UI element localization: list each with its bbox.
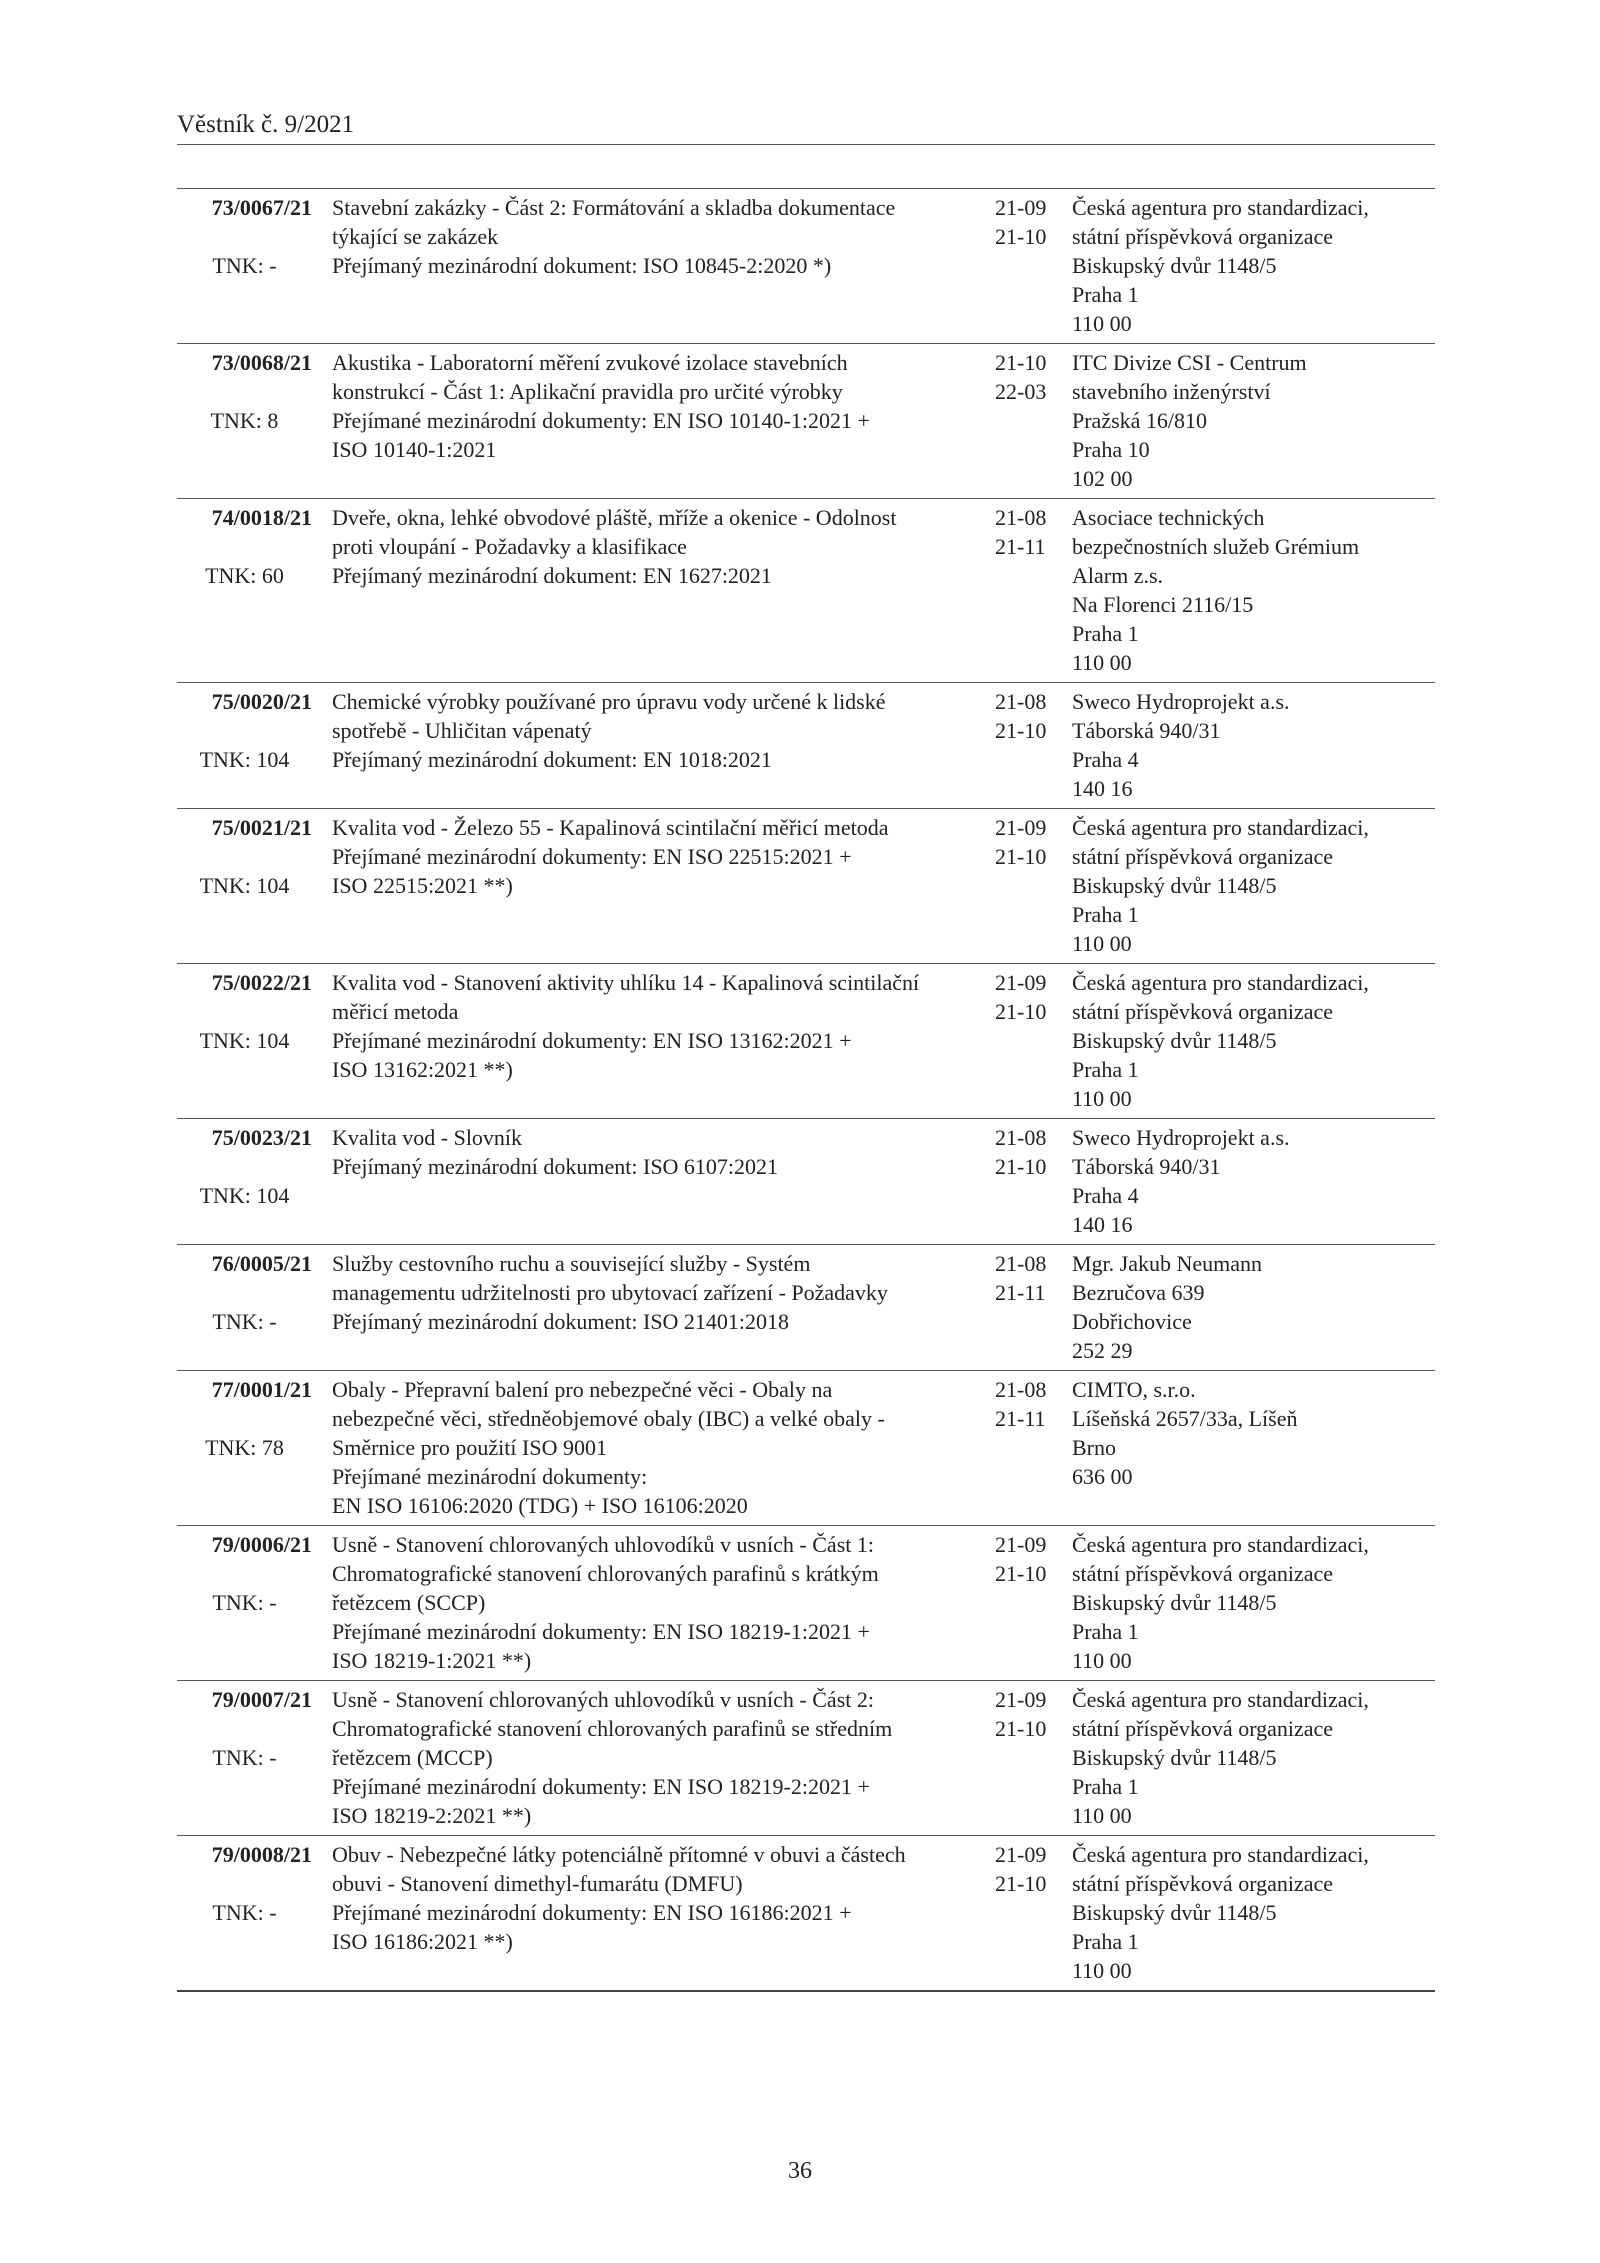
tnk-label: TNK: - xyxy=(212,253,277,278)
address-line: Česká agentura pro standardizaci, xyxy=(1072,970,1369,995)
dates-cell xyxy=(977,344,1062,499)
address-line: státní příspěvková organizace xyxy=(1072,999,1334,1024)
address-cell xyxy=(1062,1836,1435,1992)
tnk-label: TNK: 104 xyxy=(199,747,290,772)
title-line: Přejímaný mezinárodní dokument: ISO 6107:2021 xyxy=(332,1154,779,1179)
address-line: Pražská 16/810 xyxy=(1072,408,1208,433)
title-cell xyxy=(312,1245,977,1371)
title-line: Usně - Stanovení chlorovaných uhlovodíků v usních - Část 1: xyxy=(332,1532,874,1557)
standard-code: 73/0067/21 xyxy=(211,195,312,220)
title-line: ISO 18219-2:2021 **) xyxy=(332,1803,532,1828)
date-value: 21-10 xyxy=(995,224,1047,249)
tnk-label: TNK: 104 xyxy=(199,1183,290,1208)
dates-cell xyxy=(977,1526,1062,1681)
date-value: 21-09 xyxy=(995,815,1047,840)
code-cell xyxy=(177,683,312,809)
address-line: 110 00 xyxy=(1072,1958,1132,1983)
address-line: 636 00 xyxy=(1072,1464,1133,1489)
date-value: 21-10 xyxy=(995,844,1047,869)
address-cell xyxy=(1062,683,1435,809)
date-value: 21-10 xyxy=(995,1716,1047,1741)
page-header xyxy=(177,110,1435,145)
address-line: Biskupský dvůr 1148/5 xyxy=(1072,1028,1277,1053)
title-cell xyxy=(312,499,977,683)
title-cell xyxy=(312,964,977,1119)
title-cell xyxy=(312,1526,977,1681)
title-line: Kvalita vod - Slovník xyxy=(332,1125,523,1150)
address-cell xyxy=(1062,189,1435,344)
code-cell xyxy=(177,189,312,344)
title-line: konstrukcí - Část 1: Aplikační pravidla pro určité výrobky xyxy=(332,379,843,404)
tnk-label: TNK: 78 xyxy=(205,1435,284,1460)
date-value: 21-08 xyxy=(995,1377,1047,1402)
address-line: Česká agentura pro standardizaci, xyxy=(1072,815,1369,840)
address-cell xyxy=(1062,964,1435,1119)
standard-code: 77/0001/21 xyxy=(211,1377,312,1402)
title-cell xyxy=(312,1681,977,1836)
address-line: Praha 1 xyxy=(1072,621,1139,646)
table-row xyxy=(177,1526,1435,1681)
address-line: Praha 1 xyxy=(1072,1619,1139,1644)
standard-code: 79/0008/21 xyxy=(211,1842,312,1867)
address-line: 110 00 xyxy=(1072,1086,1132,1111)
code-cell xyxy=(177,344,312,499)
title-line: Přejímané mezinárodní dokumenty: EN ISO 22515:2021 + xyxy=(332,844,852,869)
date-value: 21-10 xyxy=(995,1154,1047,1179)
date-value: 21-08 xyxy=(995,1125,1047,1150)
title-line: Přejímaný mezinárodní dokument: EN 1018:2021 xyxy=(332,747,772,772)
date-value: 21-10 xyxy=(995,1871,1047,1896)
address-line: CIMTO, s.r.o. xyxy=(1072,1377,1196,1402)
standard-code: 79/0006/21 xyxy=(211,1532,312,1557)
address-line: státní příspěvková organizace xyxy=(1072,1871,1334,1896)
address-line: Táborská 940/31 xyxy=(1072,718,1221,743)
tnk-label: TNK: 104 xyxy=(199,1028,290,1053)
address-line: Brno xyxy=(1072,1435,1116,1460)
dates-cell xyxy=(977,1245,1062,1371)
standards-table xyxy=(177,188,1435,1992)
title-line: ISO 16186:2021 **) xyxy=(332,1929,513,1954)
table-row xyxy=(177,189,1435,344)
standard-code: 79/0007/21 xyxy=(211,1687,312,1712)
address-line: 110 00 xyxy=(1072,311,1132,336)
tnk-label: TNK: - xyxy=(212,1900,277,1925)
title-line: obuvi - Stanovení dimethyl-fumarátu (DMFU) xyxy=(332,1871,743,1896)
title-cell xyxy=(312,189,977,344)
date-value: 21-10 xyxy=(995,718,1047,743)
address-cell xyxy=(1062,499,1435,683)
title-line: Přejímaný mezinárodní dokument: ISO 10845-2:2020 *) xyxy=(332,253,832,278)
address-line: Praha 1 xyxy=(1072,902,1139,927)
title-line: Služby cestovního ruchu a související služby - Systém xyxy=(332,1251,811,1276)
address-line: státní příspěvková organizace xyxy=(1072,224,1334,249)
address-line: 110 00 xyxy=(1072,931,1132,956)
dates-cell xyxy=(977,1681,1062,1836)
code-cell xyxy=(177,1245,312,1371)
code-cell xyxy=(177,1681,312,1836)
address-line: Líšeňská 2657/33a, Líšeň xyxy=(1072,1406,1298,1431)
address-line: 110 00 xyxy=(1072,1648,1132,1673)
address-line: 140 16 xyxy=(1072,776,1133,801)
address-line: Česká agentura pro standardizaci, xyxy=(1072,1532,1369,1557)
standard-code: 73/0068/21 xyxy=(211,350,312,375)
title-line: Obuv - Nebezpečné látky potenciálně přítomné v obuvi a částech xyxy=(332,1842,906,1867)
address-line: Bezručova 639 xyxy=(1072,1280,1205,1305)
title-cell xyxy=(312,344,977,499)
address-line: Praha 1 xyxy=(1072,1057,1139,1082)
code-cell xyxy=(177,964,312,1119)
tnk-label: TNK: - xyxy=(212,1745,277,1770)
title-cell xyxy=(312,683,977,809)
address-line: Táborská 940/31 xyxy=(1072,1154,1221,1179)
date-value: 22-03 xyxy=(995,379,1047,404)
table-row xyxy=(177,1245,1435,1371)
dates-cell xyxy=(977,499,1062,683)
address-line: bezpečnostních služeb Grémium xyxy=(1072,534,1360,559)
standards-table-body xyxy=(177,189,1435,1992)
address-line: 102 00 xyxy=(1072,466,1133,491)
title-line: Dveře, okna, lehké obvodové pláště, mříže a okenice - Odolnost xyxy=(332,505,897,530)
table-row xyxy=(177,344,1435,499)
table-row xyxy=(177,683,1435,809)
title-line: Směrnice pro použití ISO 9001 xyxy=(332,1435,607,1460)
address-cell xyxy=(1062,809,1435,964)
address-line: 252 29 xyxy=(1072,1338,1133,1363)
address-line: státní příspěvková organizace xyxy=(1072,1561,1334,1586)
address-line: ITC Divize CSI - Centrum xyxy=(1072,350,1307,375)
title-cell xyxy=(312,809,977,964)
title-cell xyxy=(312,1119,977,1245)
date-value: 21-10 xyxy=(995,350,1047,375)
code-cell xyxy=(177,809,312,964)
address-line: Biskupský dvůr 1148/5 xyxy=(1072,1590,1277,1615)
title-line: Stavební zakázky - Část 2: Formátování a skladba dokumentace xyxy=(332,195,896,220)
date-value: 21-11 xyxy=(995,1406,1046,1431)
date-value: 21-11 xyxy=(995,534,1046,559)
address-line: Mgr. Jakub Neumann xyxy=(1072,1251,1263,1276)
address-line: Praha 1 xyxy=(1072,282,1139,307)
date-value: 21-09 xyxy=(995,1842,1047,1867)
title-line: Přejímané mezinárodní dokumenty: EN ISO 10140-1:2021 + xyxy=(332,408,870,433)
title-line: ISO 10140-1:2021 xyxy=(332,437,497,462)
address-line: Asociace technických xyxy=(1072,505,1265,530)
title-line: spotřebě - Uhličitan vápenatý xyxy=(332,718,592,743)
address-line: Praha 10 xyxy=(1072,437,1150,462)
table-row xyxy=(177,1681,1435,1836)
address-line: Sweco Hydroprojekt a.s. xyxy=(1072,1125,1290,1150)
title-line: Chromatografické stanovení chlorovaných parafinů se středním xyxy=(332,1716,893,1741)
title-line: proti vloupání - Požadavky a klasifikace xyxy=(332,534,687,559)
title-line: Přejímané mezinárodní dokumenty: xyxy=(332,1464,648,1489)
address-line: Biskupský dvůr 1148/5 xyxy=(1072,1900,1277,1925)
dates-cell xyxy=(977,809,1062,964)
title-line: Kvalita vod - Železo 55 - Kapalinová scintilační měřicí metoda xyxy=(332,815,889,840)
address-line: 110 00 xyxy=(1072,650,1132,675)
title-line: ISO 18219-1:2021 **) xyxy=(332,1648,532,1673)
date-value: 21-09 xyxy=(995,970,1047,995)
title-line: managementu udržitelnosti pro ubytovací zařízení - Požadavky xyxy=(332,1280,888,1305)
address-cell xyxy=(1062,344,1435,499)
address-line: Praha 1 xyxy=(1072,1774,1139,1799)
title-line: ISO 13162:2021 **) xyxy=(332,1057,513,1082)
address-line: Dobřichovice xyxy=(1072,1309,1192,1334)
address-line: Česká agentura pro standardizaci, xyxy=(1072,195,1369,220)
standard-code: 74/0018/21 xyxy=(211,505,312,530)
date-value: 21-09 xyxy=(995,1687,1047,1712)
standard-code: 75/0023/21 xyxy=(211,1125,312,1150)
title-line: Přejímané mezinárodní dokumenty: EN ISO 13162:2021 + xyxy=(332,1028,852,1053)
title-line: Přejímané mezinárodní dokumenty: EN ISO 18219-2:2021 + xyxy=(332,1774,870,1799)
title-line: EN ISO 16106:2020 (TDG) + ISO 16106:2020 xyxy=(332,1493,748,1518)
title-line: Přejímané mezinárodní dokumenty: EN ISO 16186:2021 + xyxy=(332,1900,852,1925)
title-line: Kvalita vod - Stanovení aktivity uhlíku 14 - Kapalinová scintilační xyxy=(332,970,920,995)
table-row xyxy=(177,1371,1435,1526)
date-value: 21-09 xyxy=(995,1532,1047,1557)
address-line: státní příspěvková organizace xyxy=(1072,844,1334,869)
address-line: 110 00 xyxy=(1072,1803,1132,1828)
address-line: Česká agentura pro standardizaci, xyxy=(1072,1842,1369,1867)
title-line: řetězcem (SCCP) xyxy=(332,1590,486,1615)
address-line: Praha 4 xyxy=(1072,747,1139,772)
standard-code: 75/0022/21 xyxy=(211,970,312,995)
address-line: Biskupský dvůr 1148/5 xyxy=(1072,873,1277,898)
address-line: Česká agentura pro standardizaci, xyxy=(1072,1687,1369,1712)
date-value: 21-08 xyxy=(995,505,1047,530)
address-cell xyxy=(1062,1681,1435,1836)
table-row xyxy=(177,1836,1435,1992)
tnk-label: TNK: 8 xyxy=(210,408,279,433)
title-line: týkající se zakázek xyxy=(332,224,499,249)
tnk-label: TNK: 104 xyxy=(199,873,290,898)
title-line: Přejímaný mezinárodní dokument: EN 1627:2021 xyxy=(332,563,772,588)
date-value: 21-08 xyxy=(995,1251,1047,1276)
code-cell xyxy=(177,499,312,683)
title-line: Usně - Stanovení chlorovaných uhlovodíků v usních - Část 2: xyxy=(332,1687,874,1712)
standard-code: 75/0020/21 xyxy=(211,689,312,714)
title-line: Chemické výrobky používané pro úpravu vody určené k lidské xyxy=(332,689,886,714)
tnk-label: TNK: - xyxy=(212,1590,277,1615)
address-line: Biskupský dvůr 1148/5 xyxy=(1072,253,1277,278)
table-row xyxy=(177,499,1435,683)
address-line: Na Florenci 2116/15 xyxy=(1072,592,1254,617)
tnk-label: TNK: 60 xyxy=(205,563,284,588)
dates-cell xyxy=(977,1371,1062,1526)
dates-cell xyxy=(977,964,1062,1119)
address-line: 140 16 xyxy=(1072,1212,1133,1237)
date-value: 21-10 xyxy=(995,1561,1047,1586)
title-line: ISO 22515:2021 **) xyxy=(332,873,513,898)
table-row xyxy=(177,809,1435,964)
code-cell xyxy=(177,1526,312,1681)
title-line: Akustika - Laboratorní měření zvukové izolace stavebních xyxy=(332,350,848,375)
dates-cell xyxy=(977,1836,1062,1992)
code-cell xyxy=(177,1371,312,1526)
code-cell xyxy=(177,1119,312,1245)
page-number: 36 xyxy=(788,2158,812,2184)
title-line: měřicí metoda xyxy=(332,999,459,1024)
address-line: stavebního inženýrství xyxy=(1072,379,1271,404)
code-cell xyxy=(177,1836,312,1992)
title-cell xyxy=(312,1371,977,1526)
dates-cell xyxy=(977,189,1062,344)
address-cell xyxy=(1062,1371,1435,1526)
address-line: Alarm z.s. xyxy=(1072,563,1164,588)
title-line: Přejímaný mezinárodní dokument: ISO 21401:2018 xyxy=(332,1309,790,1334)
title-line: Přejímané mezinárodní dokumenty: EN ISO 18219-1:2021 + xyxy=(332,1619,870,1644)
standard-code: 75/0021/21 xyxy=(211,815,312,840)
date-value: 21-09 xyxy=(995,195,1047,220)
standard-code: 76/0005/21 xyxy=(211,1251,312,1276)
address-line: státní příspěvková organizace xyxy=(1072,1716,1334,1741)
address-cell xyxy=(1062,1245,1435,1371)
title-line: řetězcem (MCCP) xyxy=(332,1745,493,1770)
title-line: nebezpečné věci, středněobjemové obaly (IBC) a velké obaly - xyxy=(332,1406,885,1431)
tnk-label: TNK: - xyxy=(212,1309,277,1334)
title-line: Chromatografické stanovení chlorovaných parafinů s krátkým xyxy=(332,1561,879,1586)
dates-cell xyxy=(977,1119,1062,1245)
date-value: 21-08 xyxy=(995,689,1047,714)
address-cell xyxy=(1062,1526,1435,1681)
address-line: Biskupský dvůr 1148/5 xyxy=(1072,1745,1277,1770)
address-line: Praha 4 xyxy=(1072,1183,1139,1208)
table-row xyxy=(177,964,1435,1119)
date-value: 21-10 xyxy=(995,999,1047,1024)
title-line: Obaly - Přepravní balení pro nebezpečné věci - Obaly na xyxy=(332,1377,833,1402)
date-value: 21-11 xyxy=(995,1280,1046,1305)
table-row xyxy=(177,1119,1435,1245)
address-line: Sweco Hydroprojekt a.s. xyxy=(1072,689,1290,714)
dates-cell xyxy=(977,683,1062,809)
bulletin-title: Věstník č. 9/2021 xyxy=(177,111,355,138)
title-cell xyxy=(312,1836,977,1992)
address-line: Praha 1 xyxy=(1072,1929,1139,1954)
address-cell xyxy=(1062,1119,1435,1245)
